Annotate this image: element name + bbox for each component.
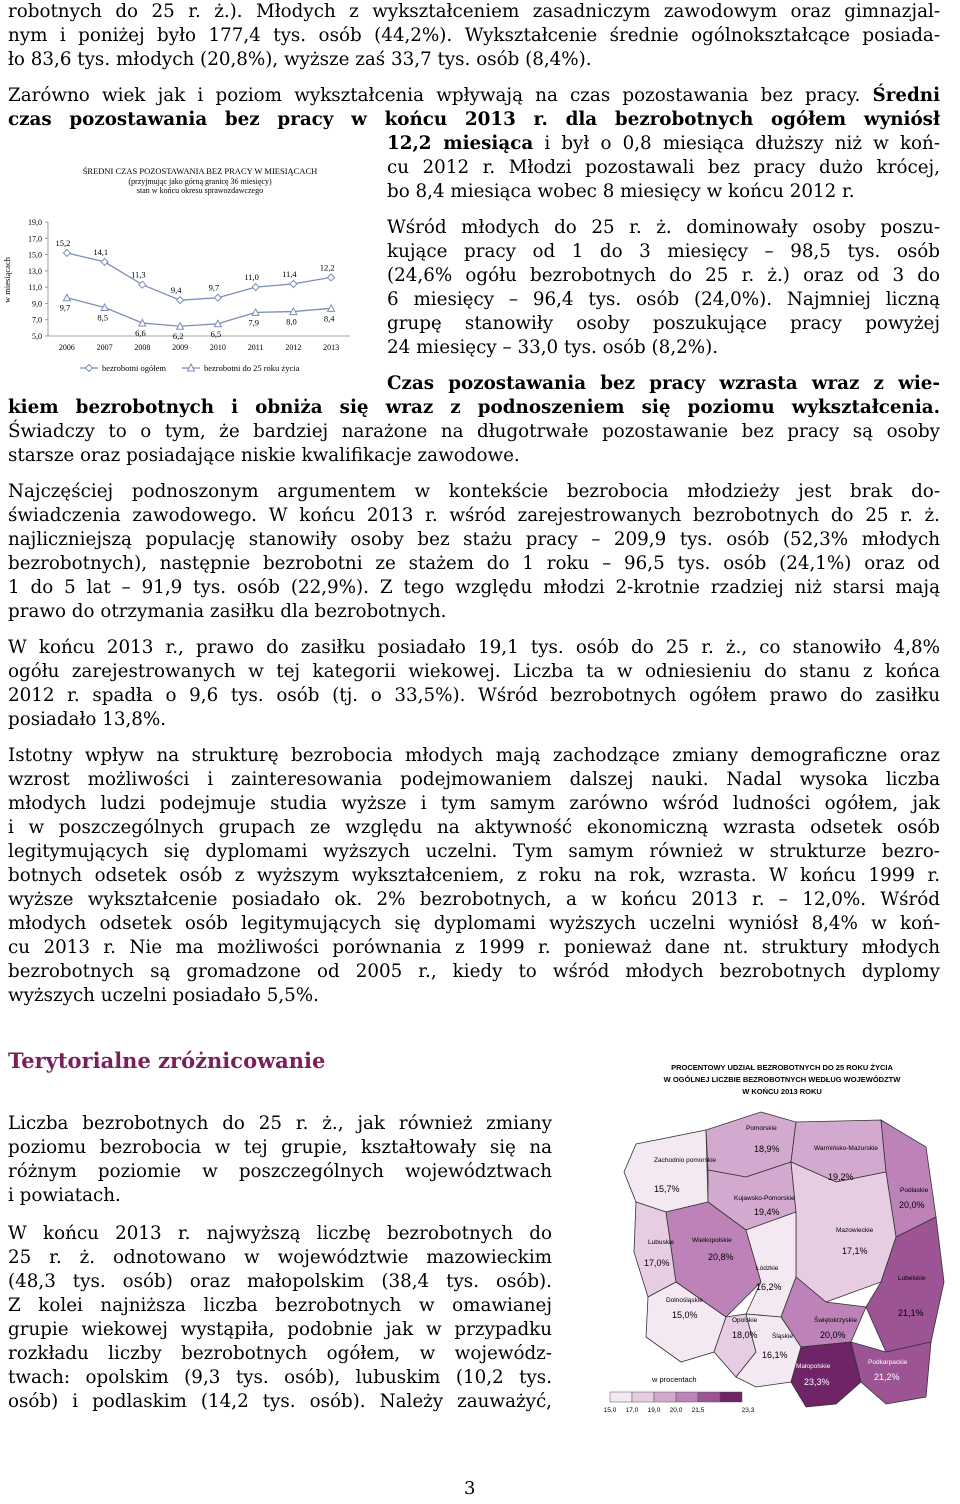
benefit-paragraph [8, 636, 940, 732]
x-tick-label: 2009 [172, 343, 189, 352]
y-tick-label: 15,0 [28, 250, 42, 260]
text-line: grupę stanowiły osoby poszukujące pracy powyżej [387, 313, 940, 334]
region-value: 20,0% [820, 1330, 846, 1340]
region-malopolskie [791, 1342, 861, 1407]
text-line: 24 miesięcy – 33,0 tys. osób (8,2%). [387, 337, 719, 358]
map-title: PROCENTOWY UDZIAŁ BEZROBOTNYCH DO 25 ROKU ŻYCIA [671, 1063, 893, 1072]
text-line: Świadczy to o tym, że bardziej narażone na długotrwałe pozostawanie bez pracy są osoby [8, 421, 940, 442]
data-label: 6,5 [210, 328, 222, 339]
text-line: osób) i podlaskim (14,2 tys. osób). Należy zauważyć, [8, 1391, 552, 1412]
region-value: 21,2% [874, 1372, 900, 1382]
region-name: Świętokrzyskie [814, 1317, 857, 1324]
data-point [290, 280, 297, 287]
region-name: Małopolskie [796, 1363, 831, 1370]
scale-label: 17,0 [625, 1407, 639, 1414]
legend-label-total: bezrobotni ogółem [102, 363, 166, 373]
text-line: W końcu 2013 r., prawo do zasiłku posiadało 19,1 tys. osób do 25 r. ż., co stanowiło 4,8% [8, 637, 940, 658]
section-title: Terytorialne zróżnicowanie [8, 1048, 326, 1073]
bold-text-line: kiem bezrobotnych i obniża się wraz z podnoszeniem się poziomu wykształcenia. [8, 397, 940, 418]
x-tick-label: 2012 [285, 343, 302, 352]
education-paragraph [8, 744, 940, 1008]
region-name: Zachodnio pomorskie [654, 1157, 717, 1164]
diamond-icon [86, 365, 93, 372]
data-label: 9,7 [208, 282, 220, 293]
text-line: Liczba bezrobotnych do 25 r. ż., jak również zmiany [8, 1113, 552, 1134]
chart-subtitle: (przyjmując jako górną granicę 36 miesięcy) [128, 177, 272, 186]
bold-text-line: czas pozostawania bez pracy w końcu 2013 r. dla bezrobotnych ogółem wyniósł [8, 109, 940, 130]
data-label: 11,3 [131, 269, 146, 280]
text-line: świadczenia zawodowego. W końcu 2013 r. wśród zarejestrowanych bezrobotnych do 25 r. ż. [8, 505, 940, 526]
region-name: Wielkopolskie [692, 1237, 732, 1244]
chart-subtitle: stan w końcu okresu sprawozdawczego [136, 186, 264, 195]
text-line: twach: opolskim (9,3 tys. osób), lubuskim (10,2 tys. [8, 1367, 552, 1388]
y-tick-label: 13,0 [28, 266, 42, 276]
data-label: 6,2 [172, 331, 184, 342]
region-value: 21,1% [898, 1308, 924, 1318]
x-tick-label: 2011 [247, 343, 264, 352]
data-label: 8,5 [97, 312, 108, 323]
text-line: młodych odsetek osób legitymujących się dyplomami wyższych uczelni wyniósł 8,4% w koń- [8, 913, 940, 934]
region-name: Dolnośląskie [666, 1297, 703, 1304]
scale-swatch [720, 1392, 742, 1402]
region-name: Łódzkie [756, 1265, 779, 1272]
page-number: 3 [464, 1478, 476, 1499]
map-title: W OGÓLNEJ LICZBIE BEZROBOTNYCH WEDŁUG WOJEWÓDZTW [663, 1075, 901, 1084]
text-line: cu 2012 r. Młodzi pozostawali bez pracy dużo krócej, [387, 157, 940, 178]
text-line: Najczęściej podnoszonym argumentem w kontekście bezrobocia młodzieży jest brak do- [8, 481, 940, 502]
map-color-scale [604, 1392, 755, 1414]
region-value: 23,3% [804, 1377, 830, 1387]
data-label: 11,0 [244, 272, 259, 283]
conclusion-paragraph [387, 372, 940, 396]
region-name: Podlaskie [900, 1187, 929, 1194]
text-line: 25 r. ż. odnotowano w województwie mazowieckim [8, 1247, 552, 1268]
duration-paragraph [8, 84, 940, 132]
text-line: W końcu 2013 r. najwyższą liczbę bezrobotnych do [8, 1223, 552, 1244]
text-line: i powiatach. [8, 1185, 121, 1206]
text-line: wyższe wykształcenie posiadało ok. 2% bezrobotnych, a w końcu 2013 r. – 12,0%. Wśród [8, 889, 940, 910]
text-line: Wśród młodych do 25 r. ż. dominowały osoby poszu- [387, 217, 940, 238]
y-tick-label: 9,0 [32, 299, 42, 309]
text-line: bezrobotnych są gromadzone od 2005 r., kiedy to wśród młodych bezrobotnych dyplomy [8, 961, 940, 982]
region-value: 17,0% [644, 1258, 670, 1268]
region-value: 18,9% [754, 1144, 780, 1154]
scale-label: 15,0 [603, 1407, 617, 1414]
text-span: i był o 0,8 miesiąca dłuższy niż w koń- [533, 133, 941, 154]
text-line: najliczniejszą populację stanowiły osoby bez stażu pracy – 209,9 tys. osób (52,3% młodych [8, 529, 940, 550]
text-line: różnym poziomie w poszczególnych województwach [8, 1161, 552, 1182]
youth-duration-paragraph [387, 216, 940, 360]
text-line: młodych ludzi podejmuje studia wyższe i tym samym zarówno wśród ludności ogółem, jak [8, 793, 940, 814]
region-name: Kujawsko-Pomorskie [734, 1195, 795, 1202]
data-label: 15,2 [55, 237, 71, 248]
text-line [8, 84, 940, 108]
region-value: 18,0% [732, 1330, 758, 1340]
chart-legend [80, 363, 300, 373]
text-line: starsze oraz posiadające niskie kwalifikacje zawodowe. [8, 445, 520, 466]
data-label: 9,4 [170, 285, 182, 296]
scale-swatch [632, 1392, 654, 1402]
text-line: (24,6% ogółu bezrobotnych do 25 r. ż.) oraz od 3 do [387, 265, 940, 286]
data-point [177, 297, 184, 304]
data-point [328, 274, 335, 281]
region-zachodniopomorskie [624, 1130, 708, 1212]
text-line: 1 do 5 lat – 91,9 tys. osób (22,9%). Z tego względu młodzi 2-krotnie rzadziej niż starsi mają [8, 577, 940, 598]
territorial-paragraph [8, 1112, 552, 1208]
text-line: nym i poniżej było 177,4 tys. osób (44,2%). Wykształcenie średnie ogólnokształcące posiada- [8, 25, 940, 46]
region-value: 16,2% [756, 1282, 782, 1292]
region-name: Podkarpackie [868, 1359, 908, 1366]
data-label: 7,9 [248, 317, 259, 328]
region-value: 17,1% [842, 1246, 868, 1256]
data-label: 14,1 [93, 246, 109, 257]
x-tick-label: 2008 [134, 343, 151, 352]
text-line: legitymujących się dyplomami wyższych uczelni. Tym samym również w strukturze bezro- [8, 841, 940, 862]
y-tick-label: 5,0 [32, 332, 42, 341]
scale-label: 21,5 [691, 1407, 705, 1414]
text-span: Zarówno wiek jak i poziom wykształcenia wpływają na czas pozostawania bez pracy. [8, 85, 861, 106]
data-label: 6,6 [135, 327, 146, 338]
data-label: 8,4 [323, 313, 335, 324]
text-line: kujące pracy od 1 do 3 miesięcy – 98,5 tys. osób [387, 241, 940, 262]
duration-paragraph-cont [387, 132, 940, 204]
x-tick-label: 2010 [209, 343, 226, 352]
y-tick-label: 17,0 [28, 234, 42, 244]
region-name: Mazowieckie [836, 1227, 874, 1234]
text-line: 2012 r. spadła o 9,6 tys. osób (tj. o 33,5%). Wśród bezrobotnych ogółem prawo do zasiłku [8, 685, 940, 706]
region-value: 15,0% [672, 1310, 698, 1320]
bold-text: 12,2 miesiąca [387, 133, 534, 154]
region-value: 16,1% [762, 1350, 788, 1360]
region-value: 20,0% [899, 1200, 925, 1210]
text-line: bo 8,4 miesiąca wobec 8 miesięcy w końcu 2012 r. [387, 181, 855, 202]
text-line: bezrobotnych), następnie bezrobotni ze stażem do 1 roku – 96,5 tys. osób (24,1%) oraz od [8, 553, 940, 574]
experience-paragraph [8, 480, 940, 624]
region-name: Lubelskie [898, 1275, 926, 1282]
scale-label: 23,3 [741, 1407, 755, 1414]
y-tick-label: 19,0 [28, 218, 42, 227]
voivodeship-map [596, 1052, 958, 1430]
text-line: wyższych uczelni posiadało 5,5%. [8, 985, 319, 1006]
map-title: W KOŃCU 2013 ROKU [742, 1087, 822, 1096]
chart-title: ŚREDNI CZAS POZOSTAWANIA BEZ PRACY W MIESIĄCACH [82, 166, 318, 176]
text-line: i w poszczególnych grupach ze względu na aktywność ekonomiczną wzrasta odsetek osób [8, 817, 940, 838]
data-label: 8,0 [286, 316, 297, 327]
data-label: 12,2 [319, 262, 335, 273]
text-line: ło 83,6 tys. młodych (20,8%), wyższe zaś 33,7 tys. osób (8,4%). [8, 49, 592, 70]
text-line: poziomu bezrobocia w tej grupie, kształtowały się na [8, 1137, 552, 1158]
text-line: rozkładu liczby bezrobotnych ogółem, w wojewódz- [8, 1343, 552, 1364]
data-label: 11,4 [282, 268, 297, 279]
text-line: robotnych do 25 r. ż.). Młodych z wykształceniem zasadniczym zawodowym oraz gimnazjal- [8, 1, 940, 22]
y-axis-label: w miesiącach [2, 256, 12, 304]
region-name: Warmińsko-Mazurskie [814, 1145, 879, 1152]
text-line [387, 132, 940, 156]
text-line: posiadało 13,8%. [8, 709, 167, 730]
data-point [139, 281, 146, 288]
text-line: Istotny wpływ na strukturę bezrobocia młodych mają zachodzące zmiany demograficzne oraz [8, 745, 940, 766]
data-point [63, 249, 70, 256]
y-tick-label: 7,0 [32, 315, 42, 325]
region-name: Lubuskie [648, 1239, 675, 1246]
data-label: 9,7 [59, 302, 71, 313]
x-tick-label: 2006 [58, 343, 75, 352]
text-line: 6 miesięcy – 96,4 tys. osób (24,0%). Najmniej liczną [387, 289, 940, 310]
text-line: botnych odsetek osób z wyższym wykształceniem, z roku na rok, wzrasta. W końcu 1999 r. [8, 865, 940, 886]
text-line: grupie wiekowej wystąpiła, podobnie jak w przypadku [8, 1319, 552, 1340]
data-point [101, 258, 108, 265]
data-point [63, 294, 70, 301]
line-chart [0, 160, 380, 385]
scale-label: 19,0 [647, 1407, 661, 1414]
region-value: 15,7% [654, 1184, 680, 1194]
plot-area [28, 218, 350, 352]
region-name: Pomorskie [746, 1125, 777, 1132]
region-value: 19,2% [828, 1172, 854, 1182]
intro-paragraph [8, 0, 940, 72]
data-point [214, 294, 221, 301]
scale-swatch [610, 1392, 632, 1402]
region-name: Śląskie [772, 1333, 793, 1340]
bold-text: Średni [872, 85, 941, 106]
region-value: 20,8% [708, 1252, 734, 1262]
y-tick-label: 11,0 [28, 283, 42, 293]
text-line: (48,3 tys. osób) oraz małopolskim (38,4 tys. osób). [8, 1271, 552, 1292]
text-line: ogółu zarejestrowanych w tej kategorii wiekowej. Liczba ta w odniesieniu do stanu z końca [8, 661, 940, 682]
text-line: wzrost możliwości i zainteresowania podejmowaniem dalszej nauki. Nadal wysoka liczba [8, 769, 940, 790]
text-line: Z kolei najniższa liczba bezrobotnych w omawianej [8, 1295, 552, 1316]
x-tick-label: 2007 [96, 343, 113, 352]
data-point [252, 284, 259, 291]
scale-swatch [698, 1392, 720, 1402]
scale-swatch [654, 1392, 676, 1402]
text-line: cu 2013 r. Nie ma możliwości porównania z 1999 r. ponieważ dane nt. struktury młodych [8, 937, 940, 958]
map-unit-label: w procentach [652, 1375, 697, 1384]
region-value: 19,4% [754, 1207, 780, 1217]
x-tick-label: 2013 [323, 343, 340, 352]
text-line: prawo do otrzymania zasiłku dla bezrobotnych. [8, 601, 447, 622]
bold-text-line: Czas pozostawania bez pracy wzrasta wraz z wie- [387, 373, 940, 394]
scale-swatch [676, 1392, 698, 1402]
regional-paragraph [8, 1222, 552, 1414]
scale-label: 20,0 [669, 1407, 683, 1414]
legend-label-youth: bezrobotni do 25 roku życia [204, 363, 300, 373]
region-name: Opolskie [732, 1317, 758, 1324]
conclusion-paragraph-cont [8, 396, 940, 468]
